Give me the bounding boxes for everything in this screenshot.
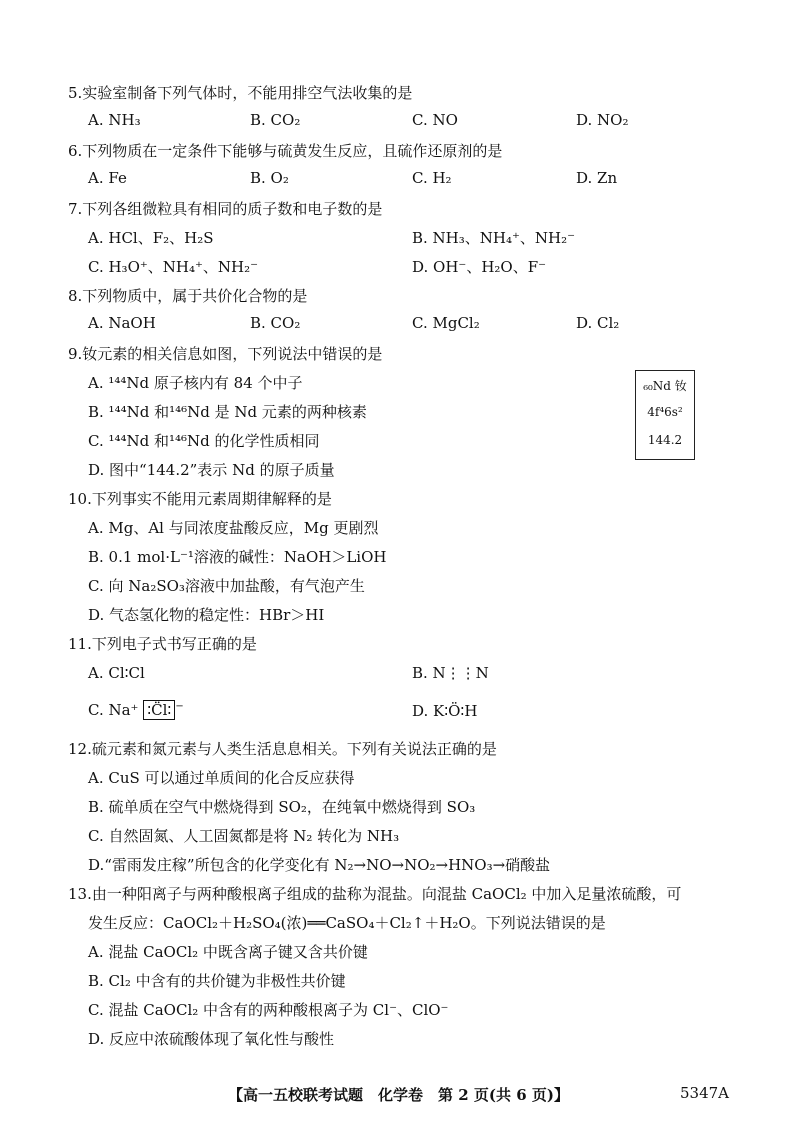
- q11-option-b: B. N⋮⋮N: [412, 664, 489, 682]
- q11-option-c-charge: −: [175, 701, 184, 712]
- q11-option-c: [88, 700, 184, 720]
- q10-option-a: A. Mg、Al 与同浓度盐酸反应，Mg 更剧烈: [88, 519, 379, 537]
- q13-stem-line2: 发生反应：CaOCl₂＋H₂SO₄(浓)══CaSO₄＋Cl₂↑＋H₂O。下列说法错误的是: [88, 914, 606, 932]
- q5-stem: 5.实验室制备下列气体时，不能用排空气法收集的是: [68, 84, 413, 102]
- electron-configuration: 4f⁴6s²: [647, 405, 683, 419]
- q6-option-b: B. O₂: [250, 169, 289, 187]
- q9-option-c: C. ¹⁴⁴Nd 和¹⁴⁶Nd 的化学性质相同: [88, 432, 320, 450]
- q11-stem: 11.下列电子式书写正确的是: [68, 635, 257, 653]
- q6-option-c: C. H₂: [412, 169, 452, 187]
- q5-option-a: A. NH₃: [88, 111, 141, 129]
- q12-stem: 12.硫元素和氮元素与人类生活息息相关。下列有关说法正确的是: [68, 740, 497, 758]
- page-footer-title: 【高一五校联考试题 化学卷 第 2 页(共 6 页)】: [228, 1086, 569, 1104]
- q6-option-d: D. Zn: [576, 169, 618, 187]
- q7-stem: 7.下列各组微粒具有相同的质子数和电子数的是: [68, 200, 383, 218]
- q9-stem: 9.钕元素的相关信息如图，下列说法中错误的是: [68, 345, 383, 363]
- q13-option-d: D. 反应中浓硫酸体现了氧化性与酸性: [88, 1030, 335, 1048]
- q5-option-b: B. CO₂: [250, 111, 301, 129]
- q7-option-b: B. NH₃、NH₄⁺、NH₂⁻: [412, 229, 576, 247]
- q13-option-b: B. Cl₂ 中含有的共价键为非极性共价键: [88, 972, 346, 990]
- q8-stem: 8.下列物质中，属于共价化合物的是: [68, 287, 308, 305]
- q13-option-c: C. 混盐 CaOCl₂ 中含有的两种酸根离子为 Cl⁻、ClO⁻: [88, 1001, 449, 1019]
- q11-option-a: A. Cl∶Cl: [88, 664, 145, 682]
- q9-option-d: D. 图中“144.2”表示 Nd 的原子质量: [88, 461, 335, 479]
- q7-option-c: C. H₃O⁺、NH₄⁺、NH₂⁻: [88, 258, 259, 276]
- element-info-box: [635, 370, 695, 460]
- q8-option-b: B. CO₂: [250, 314, 301, 332]
- q10-stem: 10.下列事实不能用元素周期律解释的是: [68, 490, 332, 508]
- q12-option-a: A. CuS 可以通过单质间的化合反应获得: [88, 769, 355, 787]
- element-symbol: ₆₀Nd 钕: [643, 379, 687, 393]
- q6-stem: 6.下列物质在一定条件下能够与硫黄发生反应，且硫作还原剂的是: [68, 142, 503, 160]
- q9-option-b: B. ¹⁴⁴Nd 和¹⁴⁶Nd 是 Nd 元素的两种核素: [88, 403, 367, 421]
- q9-option-a: A. ¹⁴⁴Nd 原子核内有 84 个中子: [88, 374, 303, 392]
- q6-option-a: A. Fe: [88, 169, 127, 187]
- q11-option-c-prefix: C. Na⁺: [88, 701, 139, 719]
- q5-option-d: D. NO₂: [576, 111, 629, 129]
- q7-option-a: A. HCl、F₂、H₂S: [88, 229, 214, 247]
- q12-option-c: C. 自然固氮、人工固氮都是将 N₂ 转化为 NH₃: [88, 827, 400, 845]
- q12-option-b: B. 硫单质在空气中燃烧得到 SO₂，在纯氧中燃烧得到 SO₃: [88, 798, 476, 816]
- atomic-mass: 144.2: [647, 433, 683, 447]
- q8-option-c: C. MgCl₂: [412, 314, 480, 332]
- q10-option-b: B. 0.1 mol·L⁻¹溶液的碱性：NaOH＞LiOH: [88, 548, 387, 566]
- q7-option-d: D. OH⁻、H₂O、F⁻: [412, 258, 547, 276]
- q10-option-c: C. 向 Na₂SO₃溶液中加盐酸，有气泡产生: [88, 577, 365, 595]
- q10-option-d: D. 气态氢化物的稳定性：HBr＞HI: [88, 606, 325, 624]
- q5-option-c: C. NO: [412, 111, 458, 129]
- q8-option-a: A. NaOH: [88, 314, 156, 332]
- q12-option-d: D.“雷雨发庄稼”所包含的化学变化有 N₂→NO→NO₂→HNO₃→硝酸盐: [88, 856, 551, 874]
- q11-option-c-inner: ∶C̈l∶: [147, 701, 172, 719]
- q11-option-d: D. K∶Ö∶H: [412, 702, 478, 720]
- q8-option-d: D. Cl₂: [576, 314, 620, 332]
- page-footer-code: 5347A: [680, 1084, 730, 1102]
- q13-option-a: A. 混盐 CaOCl₂ 中既含离子键又含共价键: [88, 943, 368, 961]
- q13-stem-line1: 13.由一种阳离子与两种酸根离子组成的盐称为混盐。向混盐 CaOCl₂ 中加入足量浓硫酸，可: [68, 885, 682, 903]
- chloride-bracket: [143, 700, 175, 720]
